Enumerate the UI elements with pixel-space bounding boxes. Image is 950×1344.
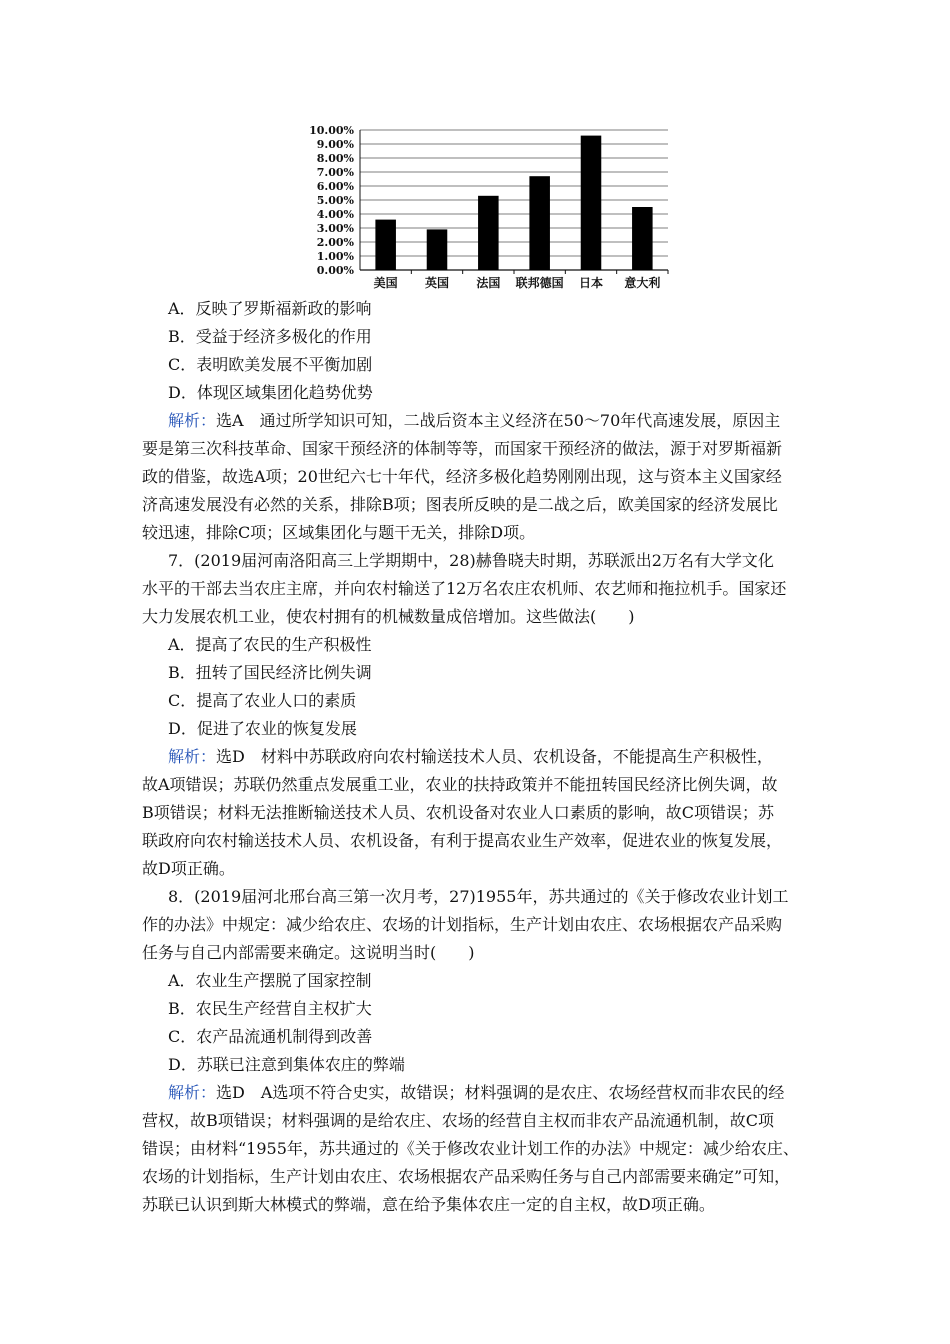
analysis-line: 解析：选D A选项不符合史实，故错误；材料强调的是农庄、农场经营权而非农民的经 xyxy=(168,1083,785,1102)
x-tick-label: 意大利 xyxy=(624,276,661,290)
y-tick-label: 7.00% xyxy=(316,166,354,179)
y-tick-label: 1.00% xyxy=(316,250,354,263)
question-7-stem: 大力发展农机工业，使农村拥有的机械数量成倍增加。这些做法( ) xyxy=(142,607,635,626)
question-8-stem: 8．(2019届河北邢台高三第一次月考，27)1955年，苏共通过的《关于修改农业计划工 xyxy=(168,887,789,906)
y-tick-label: 5.00% xyxy=(316,194,354,207)
x-tick-label: 英国 xyxy=(424,276,450,290)
analysis-line: 农场的计划指标，生产计划由农庄、农场根据农产品采购任务与自己内部需要来确定”可知， xyxy=(142,1167,791,1186)
bar-chart xyxy=(300,118,680,298)
question-6-section xyxy=(142,295,822,1219)
option-b: B．受益于经济多极化的作用 xyxy=(168,327,372,346)
y-tick-label: 0.00% xyxy=(316,264,354,277)
analysis-line: 较迅速，排除C项；区域集团化与题干无关，排除D项。 xyxy=(142,523,536,542)
analysis-label: 解析： xyxy=(168,411,217,430)
analysis-label: 解析： xyxy=(168,747,217,766)
option-d: D．促进了农业的恢复发展 xyxy=(168,719,357,738)
y-tick-label: 6.00% xyxy=(316,180,354,193)
y-tick-label: 8.00% xyxy=(316,152,354,165)
question-7-stem: 7．(2019届河南洛阳高三上学期期中，28)赫鲁晓夫时期，苏联派出2万名有大学文化 xyxy=(168,551,774,570)
option-a: A．提高了农民的生产积极性 xyxy=(168,635,372,654)
bar-4 xyxy=(581,136,602,270)
bar-1 xyxy=(427,229,448,270)
bar-0 xyxy=(375,220,396,270)
analysis-line: 济高速发展没有必然的关系，排除B项；图表所反映的是二战之后，欧美国家的经济发展比 xyxy=(142,495,778,514)
option-c: C．农产品流通机制得到改善 xyxy=(168,1027,373,1046)
analysis-line: 联政府向农村输送技术人员、农机设备，有利于提高农业生产效率，促进农业的恢复发展， xyxy=(142,831,783,850)
analysis-line: 解析：选A 通过所学知识可知，二战后资本主义经济在50～70年代高速发展，原因主 xyxy=(168,411,781,430)
question-8-stem: 作的办法》中规定：减少给农庄、农场的计划指标，生产计划由农庄、农场根据农产品采购 xyxy=(142,915,783,934)
analysis-line: 要是第三次科技革命、国家干预经济的体制等等，而国家干预经济的做法，源于对罗斯福新 xyxy=(142,439,783,458)
y-tick-label: 10.00% xyxy=(309,124,354,137)
y-tick-label: 9.00% xyxy=(316,138,354,151)
option-c: C．提高了农业人口的素质 xyxy=(168,691,357,710)
x-tick-label: 法国 xyxy=(476,276,501,290)
option-b: B．农民生产经营自主权扩大 xyxy=(168,999,372,1018)
y-tick-label: 4.00% xyxy=(316,208,354,221)
x-tick-label: 美国 xyxy=(373,276,398,290)
analysis-line: 营权，故B项错误；材料强调的是给农庄、农场的经营自主权而非农产品流通机制，故C项 xyxy=(142,1111,775,1130)
analysis-line: B项错误；材料无法推断输送技术人员、农机设备对农业人口素质的影响，故C项错误；苏 xyxy=(142,803,775,822)
analysis-label: 解析： xyxy=(168,1083,217,1102)
y-tick-label: 3.00% xyxy=(316,222,354,235)
question-8-stem: 任务与自己内部需要来确定。这说明当时( ) xyxy=(142,943,475,962)
bar-5 xyxy=(632,207,653,270)
option-b: B．扭转了国民经济比例失调 xyxy=(168,663,372,682)
option-d: D．体现区域集团化趋势优势 xyxy=(168,383,373,402)
option-a: A．农业生产摆脱了国家控制 xyxy=(168,971,372,990)
option-d: D．苏联已注意到集体农庄的弊端 xyxy=(168,1055,405,1074)
option-c: C．表明欧美发展不平衡加剧 xyxy=(168,355,373,374)
y-tick-label: 2.00% xyxy=(316,236,354,249)
analysis-line: 故A项错误；苏联仍然重点发展重工业，农业的扶持政策并不能扭转国民经济比例失调，故 xyxy=(142,775,778,794)
analysis-line: 政的借鉴，故选A项；20世纪六七十年代，经济多极化趋势刚刚出现，这与资本主义国家经 xyxy=(142,467,782,486)
option-a: A．反映了罗斯福新政的影响 xyxy=(168,299,372,318)
analysis-line: 苏联已认识到斯大林模式的弊端，意在给予集体农庄一定的自主权，故D项正确。 xyxy=(142,1195,715,1214)
x-tick-label: 联邦德国 xyxy=(515,276,564,290)
analysis-line: 故D项正确。 xyxy=(142,859,235,878)
analysis-line: 错误；由材料“1955年，苏共通过的《关于修改农业计划工作的办法》中规定：减少给农庄、 xyxy=(142,1139,799,1158)
bar-3 xyxy=(529,176,550,270)
bar-2 xyxy=(478,196,499,270)
question-7-stem: 水平的干部去当农庄主席，并向农村输送了12万名农庄农机师、农艺师和拖拉机手。国家还 xyxy=(142,579,787,598)
analysis-line: 解析：选D 材料中苏联政府向农村输送技术人员、农机设备，不能提高生产积极性， xyxy=(168,747,773,766)
x-tick-label: 日本 xyxy=(578,276,604,290)
